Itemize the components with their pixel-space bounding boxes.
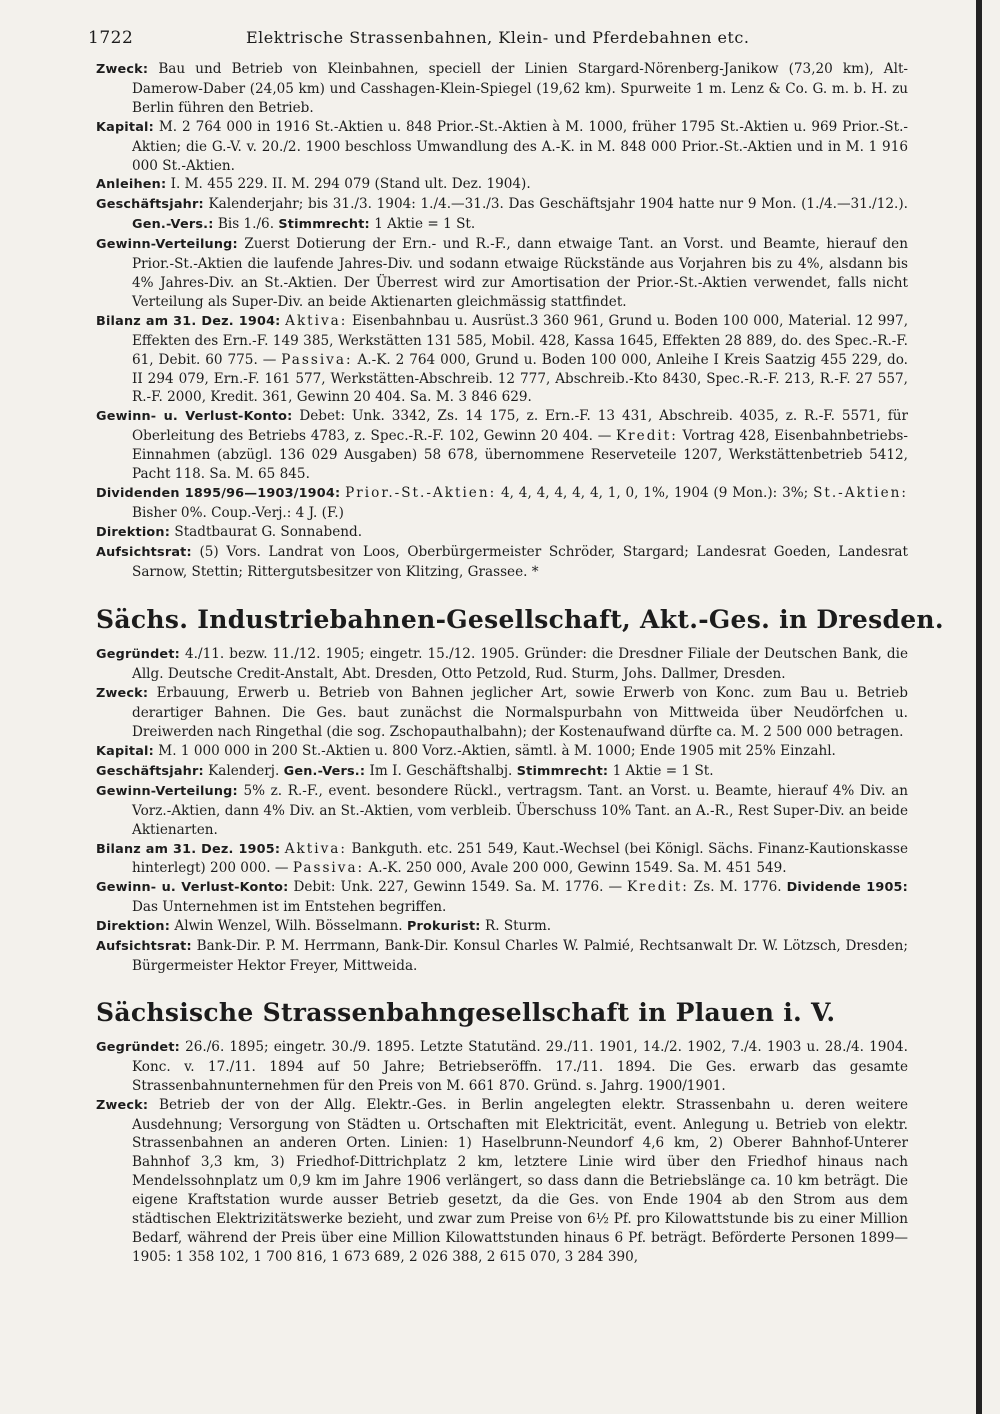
running-title: Elektrische Strassenbahnen, Klein- und Pferdebahnen etc. [246,28,750,47]
page-header [88,28,908,50]
geschaeftsjahr-paragraph [96,195,908,235]
bilanz-aktiva-text: Eisenbahnbau u. Ausrüst.3 360 961, Grund u. Boden 100 000, Material. 12 997, Effekten des Ern.-F. 149 385, Werkstätten 131 585, Mobil. 428, Kassa 1645, Effekten 28 889, do. des Spec.-R.-F. 61, Debit. 60 775. — [132,312,909,368]
anleihen-text: I. M. 455 229. II. M. 294 079 (Stand ult. Dez. 1904). [170,176,531,193]
guv-kredit-label: Kredit: [627,879,689,896]
direktion-text: Alwin Wenzel, Wilh. Bösselmann. [174,918,403,935]
anleihen-label: Anleihen: [96,177,167,193]
gegruendet-label: Gegründet: [96,1039,180,1055]
aufsichtsrat-paragraph [96,543,908,582]
gegruendet-text: 26./6. 1895; eingetr. 30./9. 1895. Letzte Statutänd. 29./11. 1901, 14./2. 1902, 7./4. 1903 u. 28./4. 1904. Konc. v. 17./11. 1894 auf 50 Jahre; Betriebseröffn. 17./11. 1894. Die Ges. erwarb das gesamte Strassenbahnunternehmen für den Preis von M. 661 870. Gründ. s. Jahrg. 1900/1901. [132,1038,908,1094]
genvers-label: Gen.-Vers.: [132,217,214,233]
zweck-text: Betrieb der von der Allg. Elektr.-Ges. in Berlin angelegten elektr. Strassenbahn u. deren weitere Ausdehnung; Versorgung von Städten u. Ortschaften mit Elektricität, event. Anlegung u. Betrieb von elektr. Strassenbahnen an anderen Orten. Linien: 1) Haselbrunn-Neundorf 4,6 km, 2) Oberer Bahnhof-Unterer Bahnhof 3,3 km, 3) Friedhof-Dittrichplatz 2 km, letztere Linie wird über den Friedhof hinaus nach Mendelssohnplatz um 0,9 km im Jahre 1906 verlängert, so dass dann die Betriebslänge ca. 10 km beträgt. Die eigene Kraftstation wurde ausser Betrieb gesetzt, da die Ges. von Ende 1904 ab den Strom aus dem städtischen Elektrizitätswerke bezieht, und zwar zum Preise von 6½ Pf. pro Kilowattstunde bis zu einer Million Bedarf, während der Preis über eine Million Kilowattstunden hinaus 6 Pf. beträgt. Beförderte Personen 1899—1905: 1 358 102, 1 700 816, 1 673 689, 2 026 388, 2 615 070, 3 284 390, [132,1096,908,1265]
zweck-paragraph [96,1096,908,1267]
company-title-main: Sächsische Strassenbahngesellschaft in Plauen [96,997,775,1027]
gewinn-verteilung-paragraph [96,235,908,312]
stimmrecht-label: Stimmrecht: [278,217,370,233]
prokurist-label: Prokurist: [406,919,481,935]
entry-stargard-kleinbahn [96,60,908,581]
guv-kredit-text: Vortrag 428, Eisenbahnbetriebs-Einnahmen (abzügl. 136 029 Ausgaben) 58 678, übernommene Reserveteile 1207, Werkstättenbetrieb 5412, Pacht 118. Sa. M. 65 845. [132,428,908,483]
kapital-label: Kapital: [96,119,154,135]
aufsichtsrat-label: Aufsichtsrat: [96,939,192,955]
aufsichtsrat-text: Bank-Dir. P. M. Herrmann, Bank-Dir. Konsul Charles W. Palmié, Rechtsanwalt Dr. W. Lötzsch, Dresden; Bürgermeister Hektor Freyer, Mittweida. [132,938,909,974]
bilanz-paragraph [96,840,908,879]
gegruendet-paragraph [96,1038,908,1096]
anleihen-paragraph [96,175,908,195]
bilanz-aktiva-label: Aktiva: [284,840,347,857]
dividende-label: Dividende 1905: [786,880,908,896]
entry-plauen-strassenbahn [96,1038,908,1267]
company-title-plauen [96,998,908,1028]
geschaeftsjahr-label: Geschäftsjahr: [96,763,204,779]
guv-debet-text: Debet: Unk. 3342, Zs. 14 175, z. Ern.-F. 13 431, Abschreib. 4035, z. R.-F. 5571, für Oberleitung des Betriebs 4783, z. Spec.-R.-F. 102, Gewinn 20 404. — [132,408,908,445]
dividenden-paragraph [96,484,908,523]
dividenden-label: Dividenden 1895/96—1903/1904: [96,485,341,501]
page-number: 1722 [88,28,134,48]
bilanz-passiva-label: Passiva: [281,351,353,368]
zweck-label: Zweck: [96,1097,149,1113]
bilanz-aktiva-text: Bankguth. etc. 251 549, Kaut.-Wechsel (bei Königl. Sächs. Finanz-Kautionskasse hinterlegt) 200 000. — [132,840,908,877]
guv-kredit-text: Zs. M. 1776. [693,879,782,896]
gewinn-verteilung-label: Gewinn-Verteilung: [96,237,238,253]
bilanz-paragraph [96,312,908,408]
zweck-text: Bau und Betrieb von Kleinbahnen, speciell der Linien Stargard-Nörenberg-Janikow (73,20 km), Alt-Damerow-Daber (24,05 km) und Casshagen-Klein-Spiegel (19,62 km). Spurweite 1 m. Lenz & Co. G. m. b. H. zu Berlin führen den Betrieb. [132,61,908,116]
geschaeftsjahr-label: Geschäftsjahr: [96,197,204,213]
bilanz-label: Bilanz am 31. Dez. 1904: [96,313,281,329]
kapital-paragraph [96,118,908,176]
genvers-text: Bis 1./6. [217,216,275,233]
geschaeftsjahr-text: Kalenderj. [208,762,280,779]
kapital-text: M. 1 000 000 in 200 St.-Aktien u. 800 Vorz.-Aktien, sämtl. à M. 1000; Ende 1905 mit 25% Einzahl. [158,743,836,759]
stimmrecht-text: 1 Aktie = 1 St. [612,762,714,779]
dividenden-prior-label: Prior.-St.-Aktien: [345,484,497,501]
gegruendet-text: 4./11. bezw. 11./12. 1905; eingetr. 15./12. 1905. Gründer: die Dresdner Filiale der Deutschen Bank, die Allg. Deutsche Credit-Anstalt, Abt. Dresden, Otto Petzold, Rud. Sturm, Johs. Dallmer, Dresden. [132,646,908,683]
guv-paragraph [96,878,908,917]
dividenden-prior-text: 4, 4, 4, 4, 4, 4, 1, 0, 1%, 1904 (9 Mon.): 3%; [501,484,809,501]
entry-saechs-industriebahnen [96,645,908,975]
kapital-paragraph [96,742,908,762]
aufsichtsrat-text: (5) Vors. Landrat von Loos, Oberbürgermeister Schröder, Stargard; Landesrat Goeden, Landesrat Sarnow, Stettin; Rittergutsbesitzer von Klitzing, Grassee. * [132,543,908,580]
zweck-label: Zweck: [96,62,149,77]
bilanz-aktiva-label: Aktiva: [285,312,348,329]
stimmrecht-label: Stimmrecht: [516,763,609,779]
page [88,28,944,1267]
direktion-label: Direktion: [96,919,171,935]
geschaeftsjahr-paragraph [96,762,908,782]
stimmrecht-text: 1 Aktie = 1 St. [374,216,476,233]
prokurist-text: R. Sturm. [484,918,552,935]
dividende-text: Das Unternehmen ist im Entstehen begriffen. [132,899,447,916]
guv-debit-text: Debit: Unk. 227, Gewinn 1549. Sa. M. 1776. — [293,879,623,896]
guv-label: Gewinn- u. Verlust-Konto: [96,409,293,425]
gegruendet-paragraph [96,645,908,684]
genvers-label: Gen.-Vers.: [283,763,366,779]
bilanz-label: Bilanz am 31. Dez. 1905: [96,841,281,857]
geschaeftsjahr-text: Kalenderjahr; bis 31./3. 1904: 1./4.—31./3. Das Geschäftsjahr 1904 hatte nur 9 Mon. (1./4.—31./12.). [208,196,908,213]
gewinn-verteilung-label: Gewinn-Verteilung: [96,783,238,799]
gegruendet-label: Gegründet: [96,647,180,663]
zweck-label: Zweck: [96,686,149,702]
gewinn-verteilung-text: Zuerst Dotierung der Ern.- und R.-F., dann etwaige Tant. an Vorst. und Beamte, hierauf den Prior.-St.-Aktien die laufende Jahres-Div. und sodann etwaige Rückstände aus Vorjahren bis zu 4%, alsdann bis 4% Jahres-Div. an St.-Aktien. Der Überrest wird zur Amortisation der Prior.-St.-Aktien verwendet, falls nicht Verteilung als Super-Div. an beide Aktienarten gleichmässig stattfindet. [132,236,908,310]
aufsichtsrat-paragraph [96,937,908,976]
zweck-paragraph [96,60,908,118]
gewinn-verteilung-paragraph [96,782,908,840]
bilanz-passiva-label: Passiva: [292,860,365,877]
direktion-paragraph [96,917,908,937]
guv-label: Gewinn- u. Verlust-Konto: [96,880,289,896]
direktion-label: Direktion: [96,524,171,540]
company-title-suffix: i. V. [783,997,836,1027]
bilanz-passiva-text: A.-K. 2 764 000, Grund u. Boden 100 000, Anleihe I Kreis Saatzig 455 229, do. II 294 079, Ern.-F. 161 577, Werkstätten-Abschreib. 12 777, Abschreib.-Kto 8430, Spec.-R.-F. 213, R.-F. 27 557, R.-F. 2000, Kredit. 361, Gewinn 20 404. Sa. M. 3 846 629. [132,351,908,406]
guv-paragraph [96,407,908,484]
zweck-paragraph [96,684,908,742]
kapital-label: Kapital: [96,744,154,759]
direktion-paragraph [96,523,908,543]
guv-kredit-label: Kredit: [616,428,678,445]
gewinn-verteilung-text: 5% z. R.-F., event. besondere Rückl., vertragsm. Tant. an Vorst. u. Beamte, hierauf 4% Div. an Vorz.-Aktien, dann 4% Div. an St.-Aktien, vom verbleib. Überschuss 10% Tant. an A.-R., Rest Super-Div. an beide Aktienarten. [132,782,908,838]
dividenden-st-label: St.-Aktien: [813,484,908,501]
genvers-text: Im I. Geschäftshalbj. [369,762,513,779]
company-title-saechs-industriebahnen: Sächs. Industriebahnen-Gesellschaft, Akt.-Ges. in Dresden. [96,605,944,635]
page-edge [976,0,982,1414]
aufsichtsrat-label: Aufsichtsrat: [96,544,192,560]
kapital-text: M. 2 764 000 in 1916 St.-Aktien u. 848 Prior.-St.-Aktien à M. 1000, früher 1795 St.-Aktien u. 969 Prior.-St.-Aktien; die G.-V. v. 20./2. 1900 beschloss Umwandlung des A.-K. in M. 848 000 Prior.-St.-Aktien und in M. 1 916 000 St.-Aktien. [132,118,908,174]
dividenden-st-text: Bisher 0%. Coup.-Verj.: 4 J. (F.) [132,504,344,521]
zweck-text: Erbauung, Erwerb u. Betrieb von Bahnen jeglicher Art, sowie Erwerb von Konc. zum Bau u. Betrieb derartiger Bahnen. Die Ges. baut zunächst die Normalspurbahn von Mittweida über Neudörfchen u. Dreiwerden nach Ringethal (die sog. Zschopauthalbahn); der Kostenaufwand dürfte ca. M. 2 500 000 betragen. [132,685,908,741]
bilanz-passiva-text: A.-K. 250 000, Avale 200 000, Gewinn 1549. Sa. M. 451 549. [368,860,787,877]
direktion-text: Stadtbaurat G. Sonnabend. [174,523,363,540]
